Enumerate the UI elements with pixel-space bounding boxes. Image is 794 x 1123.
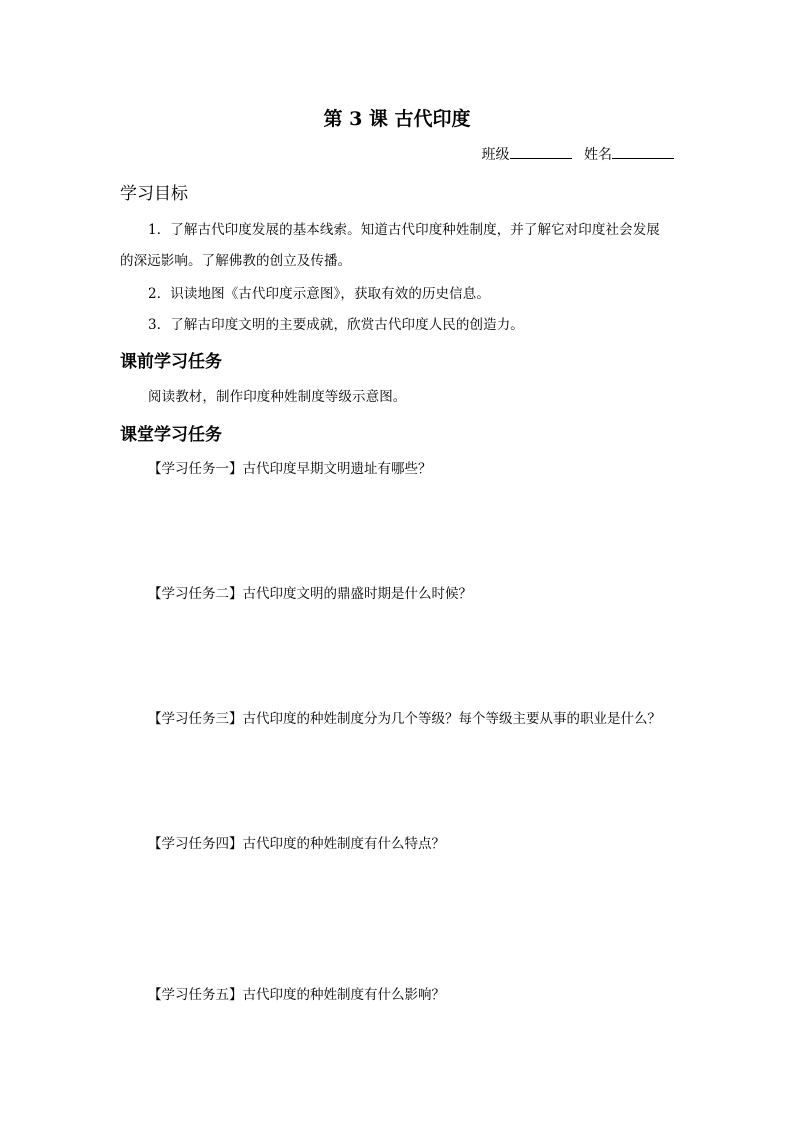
pre-class-heading: 课前学习任务: [120, 352, 222, 372]
objective-item: 3．了解古印度文明的主要成就，欣赏古代印度人民的创造力。: [148, 317, 524, 333]
task-item: 【学习任务五】古代印度的种姓制度有什么影响？: [148, 987, 445, 1003]
in-class-heading: 课堂学习任务: [120, 425, 222, 445]
class-label: 班级: [481, 147, 510, 163]
name-blank: [612, 144, 674, 159]
class-blank: [510, 144, 572, 159]
objective-item: 的深远影响。了解佛教的创立及传播。: [120, 253, 352, 269]
task-item: 【学习任务二】古代印度文明的鼎盛时期是什么时候？: [148, 586, 472, 602]
page-title: 第 3 课 古代印度: [323, 108, 471, 130]
objectives-heading: 学习目标: [120, 184, 188, 204]
class-name-line: [482, 144, 674, 164]
objective-item: 1．了解古代印度发展的基本线索。知道古代印度种姓制度，并了解它对印度社会发展: [148, 222, 660, 238]
task-item: 【学习任务三】古代印度的种姓制度分为几个等级？每个等级主要从事的职业是什么？: [148, 711, 661, 727]
task-item: 【学习任务一】古代印度早期文明遗址有哪些？: [148, 461, 432, 477]
objective-item: 2．识读地图《古代印度示意图》，获取有效的历史信息。: [148, 286, 490, 302]
pre-class-text: 阅读教材，制作印度种姓制度等级示意图。: [148, 389, 407, 405]
task-item: 【学习任务四】古代印度的种姓制度有什么特点？: [148, 836, 445, 852]
name-label: 姓名: [584, 147, 612, 163]
